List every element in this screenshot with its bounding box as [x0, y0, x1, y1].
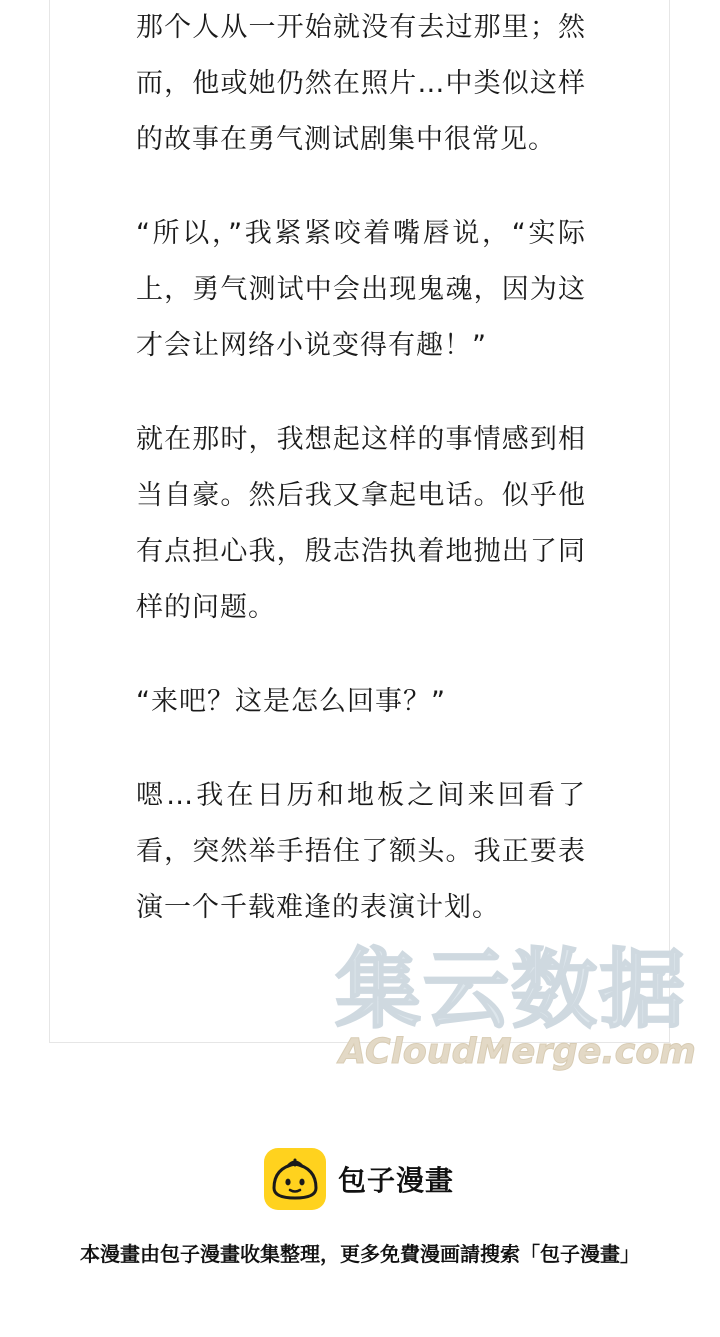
paragraph-4: “来吧？这是怎么回事？” [136, 686, 446, 717]
brand[interactable] [264, 1148, 454, 1210]
watermark-cn-text: 集云数据 [335, 940, 687, 1040]
footer-note: 本漫畫由包子漫畫收集整理，更多免費漫画請搜索「包子漫畫」 [80, 1242, 640, 1266]
watermark-en-text: ACloudMerge.com [339, 1032, 696, 1072]
paragraph-1: 那个人从一开始就没有去过那里；然而，他或她仍然在照片…中类似这样的故事在勇气测试剧集中很常见。 [136, 12, 586, 155]
story-text [136, 0, 586, 936]
brand-name: 包子漫畫 [338, 1164, 455, 1197]
paragraph-5: 嗯…我在日历和地板之间来回看了看，突然举手捂住了额头。我正要表演一个千载难逢的表演计划。 [136, 780, 586, 923]
paragraph-2: “所以，”我紧紧咬着嘴唇说，“实际上，勇气测试中会出现鬼魂，因为这才会让网络小说变得有趣！” [136, 218, 586, 361]
watermark [333, 940, 713, 1080]
paragraph-3: 就在那时，我想起这样的事情感到相当自豪。然后我又拿起电话。似乎他有点担心我，殷志浩执着地抛出了同样的问题。 [136, 424, 586, 623]
bun-mascot-icon [264, 1148, 326, 1210]
